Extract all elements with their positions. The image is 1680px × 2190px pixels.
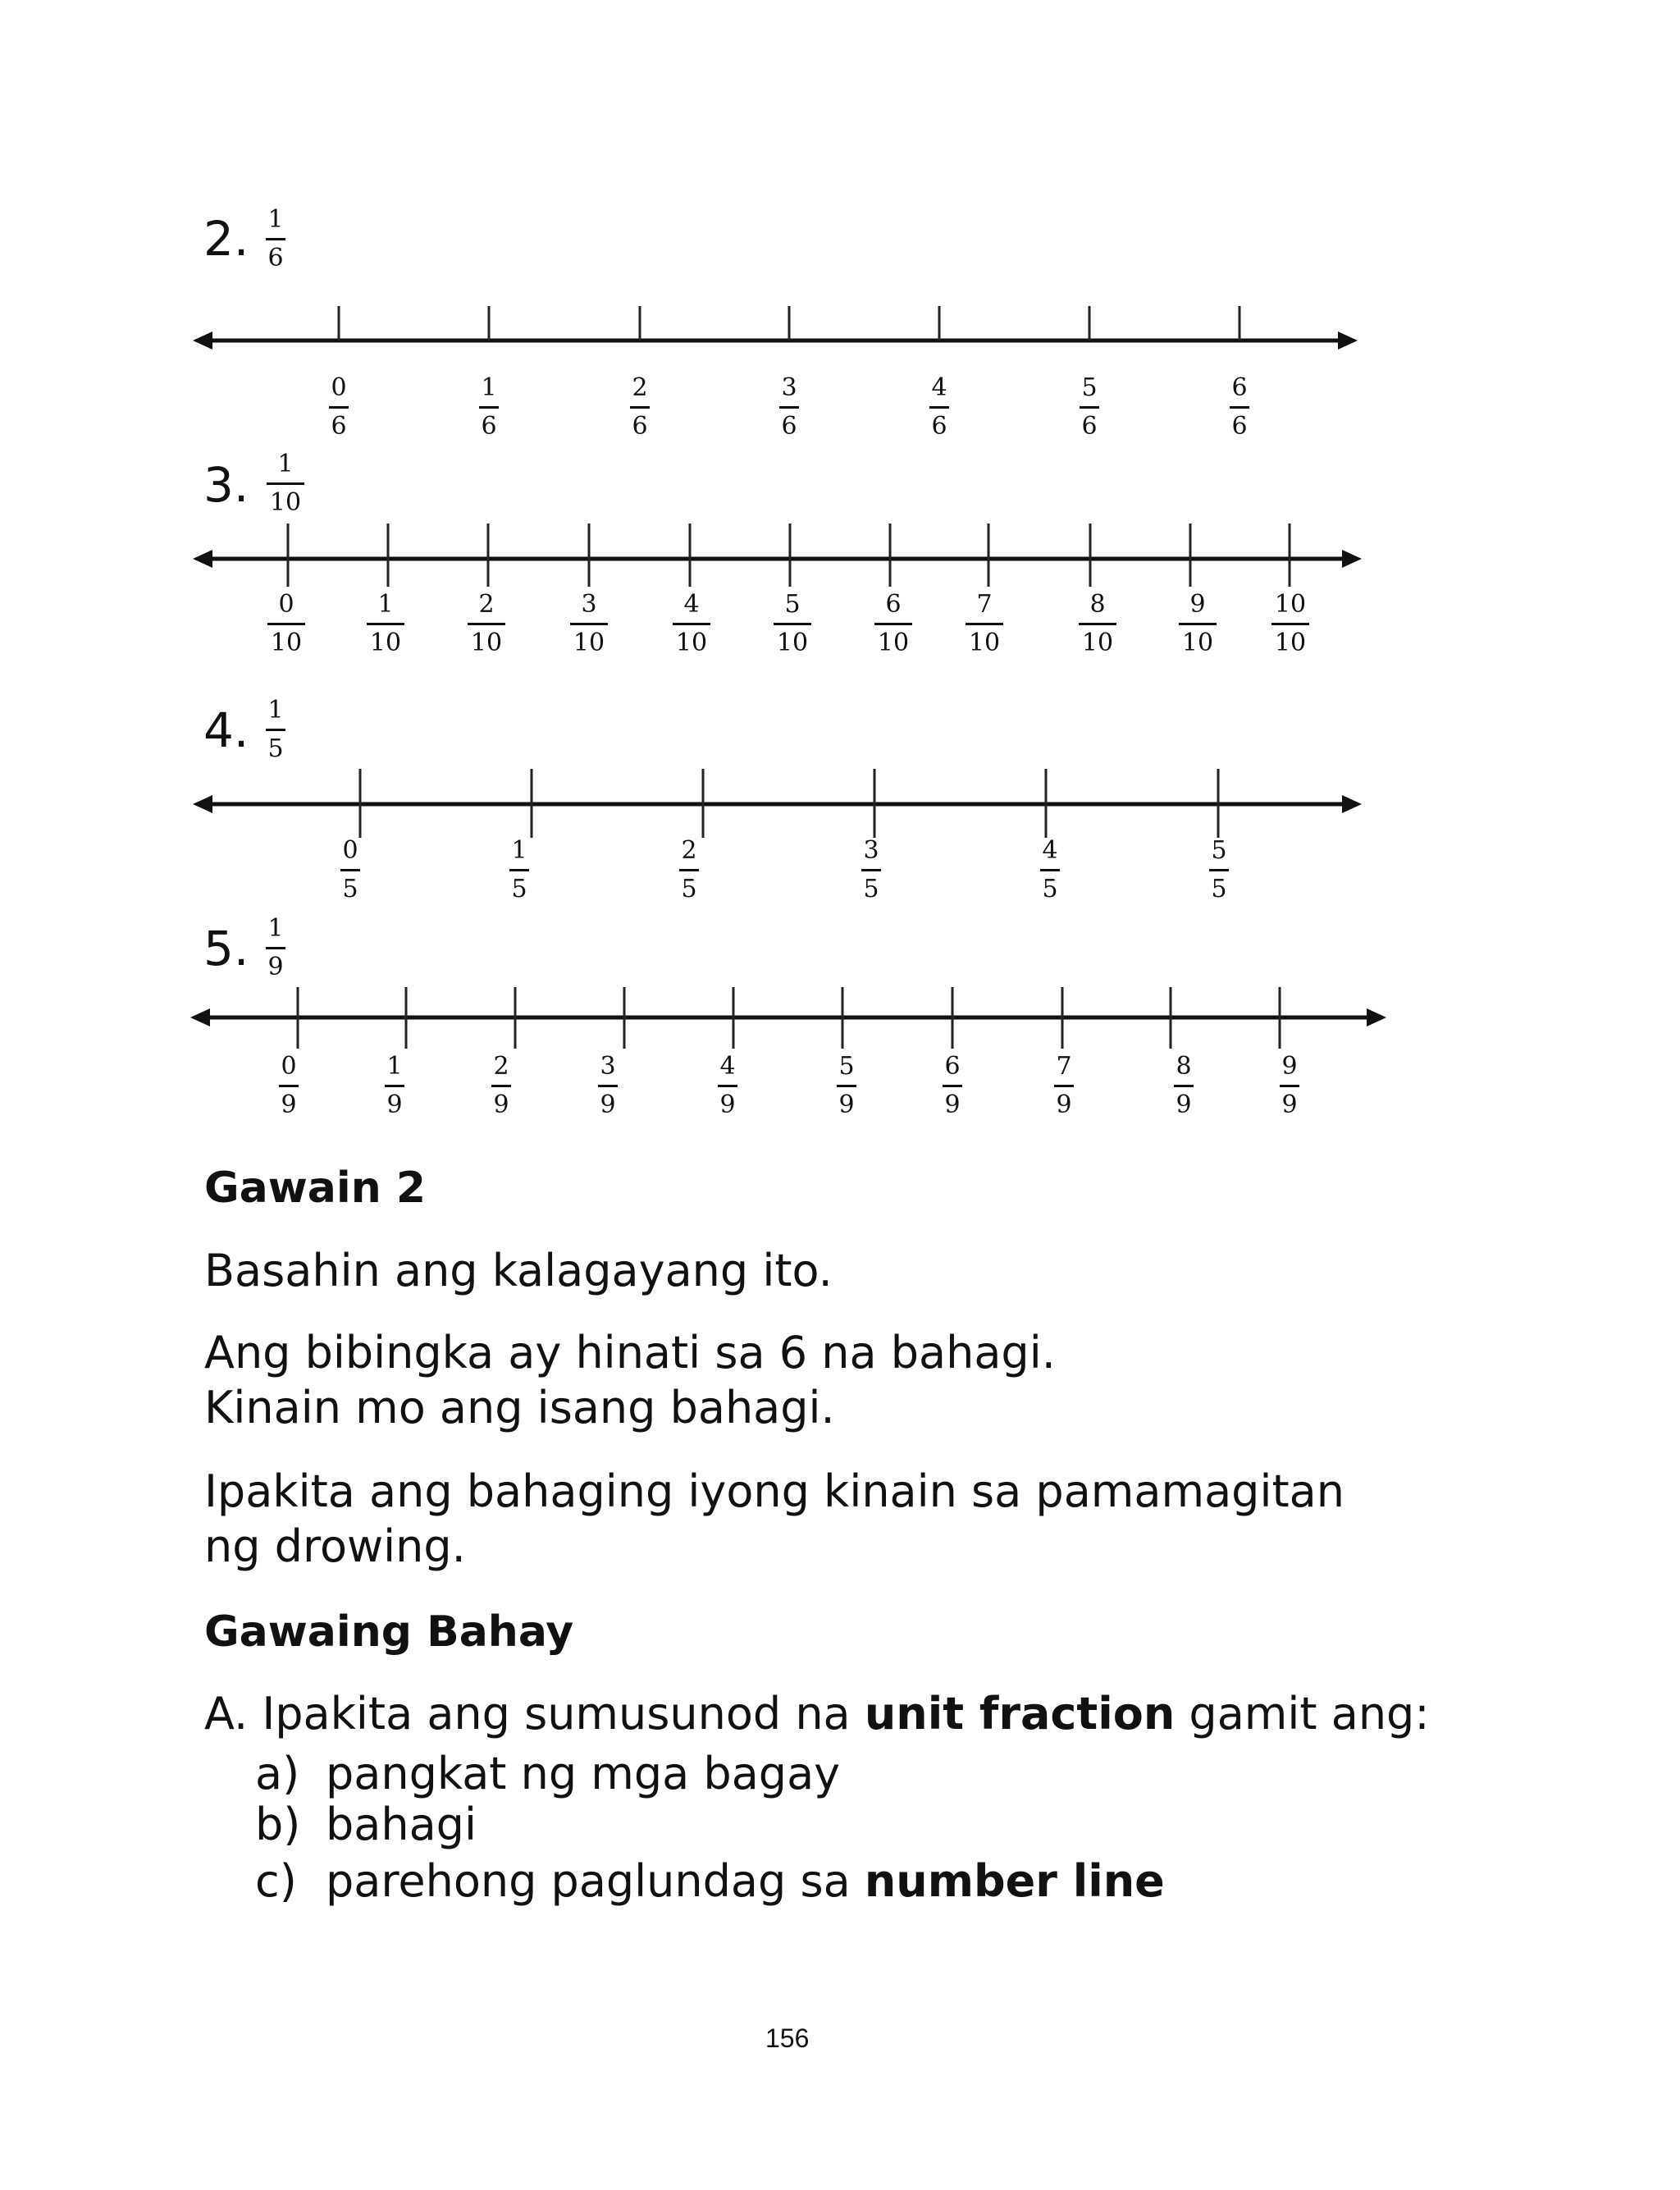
instruction-suffix: gamit ang: <box>1175 1688 1430 1740</box>
fraction-bar <box>468 623 505 625</box>
numerator: 5 <box>784 590 801 619</box>
numerator: 4 <box>1042 836 1058 865</box>
tick-label <box>385 1054 404 1118</box>
numerator: 4 <box>719 1052 736 1081</box>
denominator: 10 <box>1081 629 1114 657</box>
fraction-bar <box>1079 623 1116 625</box>
fraction-bar <box>1271 623 1309 625</box>
fraction-bar <box>385 1085 404 1087</box>
fraction-bar <box>267 482 304 485</box>
numerator: 5 <box>1081 373 1098 402</box>
numerator: 10 <box>1274 590 1307 619</box>
item-label: 5. <box>203 921 249 976</box>
fraction-bar <box>479 406 499 409</box>
tick-label <box>673 592 710 656</box>
instruction-bold: unit fraction <box>864 1688 1176 1740</box>
denominator: 9 <box>944 1090 961 1119</box>
list-item-text: bahagi <box>326 1799 477 1850</box>
gawain2-line5: ng drowing. <box>204 1520 466 1572</box>
gawain2-line1: Basahin ang kalagayang ito. <box>204 1245 833 1296</box>
fraction-bar <box>491 1085 511 1087</box>
denominator: 6 <box>632 412 648 441</box>
list-item-text: parehong paglundag sa <box>326 1855 865 1907</box>
tick-label <box>340 836 360 903</box>
denominator: 9 <box>386 1090 403 1119</box>
denominator: 10 <box>269 488 302 517</box>
item-label: 4. <box>203 702 249 758</box>
denominator: 10 <box>675 629 708 657</box>
fraction-bar <box>837 1085 856 1087</box>
list-item-b <box>255 1799 477 1850</box>
fraction-bar <box>1040 869 1060 871</box>
fraction-bar <box>598 1085 618 1087</box>
denominator: 6 <box>781 412 797 441</box>
numerator: 1 <box>386 1052 403 1081</box>
fraction-bar <box>1174 1085 1194 1087</box>
denominator: 6 <box>931 412 947 441</box>
numerator: 2 <box>632 373 648 402</box>
fraction-bar <box>1280 1085 1299 1087</box>
fraction-bar <box>943 1085 962 1087</box>
fraction-bar <box>570 623 608 625</box>
gawaing-bahay-instruction <box>204 1686 1430 1741</box>
gawain2-paragraph-2 <box>204 1325 1056 1435</box>
list-item-label: a) <box>255 1748 300 1799</box>
numerator: 0 <box>331 373 347 402</box>
denominator: 9 <box>1056 1090 1072 1119</box>
numerator: 3 <box>581 590 597 619</box>
list-item-bold: number line <box>864 1855 1165 1907</box>
fraction-bar <box>929 406 949 409</box>
fraction-bar <box>340 869 360 871</box>
denominator: 6 <box>481 412 497 441</box>
fraction-bar <box>266 729 285 731</box>
denominator: 6 <box>1231 412 1248 441</box>
numerator: 4 <box>683 590 700 619</box>
tick-label <box>679 836 699 903</box>
list-item-a <box>255 1748 841 1799</box>
denominator: 10 <box>573 629 605 657</box>
numerator: 0 <box>278 590 294 619</box>
fraction-bar <box>1209 869 1229 871</box>
gawain2-line3: Kinain mo ang isang bahagi. <box>204 1382 835 1433</box>
numerator: 1 <box>267 205 284 234</box>
tick-label <box>267 592 305 656</box>
numerator: 0 <box>281 1052 297 1081</box>
numerator: 3 <box>600 1052 616 1081</box>
gawain2-heading: Gawain 2 <box>204 1164 427 1213</box>
gawain2-line4: Ipakita ang bahaging iyong kinain sa pamamagitan <box>204 1465 1344 1517</box>
fraction-bar <box>509 869 529 871</box>
fraction-bar <box>779 406 799 409</box>
denominator: 5 <box>511 875 527 903</box>
denominator: 10 <box>270 629 303 657</box>
denominator: 6 <box>1081 412 1098 441</box>
tick-label <box>874 592 912 656</box>
tick-label <box>1080 373 1099 441</box>
denominator: 10 <box>369 629 402 657</box>
numerator: 1 <box>377 590 394 619</box>
unit-fraction <box>266 205 285 272</box>
tick-label <box>509 836 529 903</box>
tick-label <box>1280 1054 1299 1118</box>
unit-fraction <box>267 452 304 515</box>
tick-label <box>929 373 949 441</box>
tick-label <box>1230 373 1249 441</box>
right-arrow-icon <box>1342 795 1362 813</box>
denominator: 5 <box>863 875 879 903</box>
list-item-text: pangkat ng mga bagay <box>326 1748 841 1799</box>
numerator: 8 <box>1089 590 1106 619</box>
denominator: 9 <box>1176 1090 1192 1119</box>
tick-label <box>779 373 799 441</box>
unit-fraction <box>266 914 285 981</box>
fraction-bar <box>774 623 811 625</box>
tick-label <box>367 592 404 656</box>
fraction-bar <box>1230 406 1249 409</box>
fraction-bar <box>279 1085 299 1087</box>
numerator: 1 <box>267 696 284 725</box>
tick-label <box>1174 1054 1194 1118</box>
right-arrow-icon <box>1338 331 1358 350</box>
denominator: 5 <box>1211 875 1227 903</box>
tick-label <box>1209 836 1229 903</box>
list-item-label: c) <box>255 1855 297 1907</box>
denominator: 9 <box>838 1090 855 1119</box>
fraction-bar <box>966 623 1003 625</box>
denominator: 5 <box>267 734 284 763</box>
list-item-label: b) <box>255 1799 301 1850</box>
tick-label <box>837 1054 856 1118</box>
denominator: 10 <box>470 629 503 657</box>
denominator: 9 <box>267 953 284 981</box>
tick-label <box>1179 592 1217 656</box>
item-label: 2. <box>203 211 249 267</box>
tick-label <box>774 592 811 656</box>
tick-label <box>479 373 499 441</box>
numerator: 1 <box>481 373 497 402</box>
numerator: 5 <box>838 1052 855 1081</box>
fraction-bar <box>630 406 650 409</box>
tick-label <box>570 592 608 656</box>
fraction-bar <box>329 406 349 409</box>
tick-label <box>966 592 1003 656</box>
numerator: 3 <box>863 836 879 865</box>
left-arrow-icon <box>193 331 212 350</box>
tick-label <box>279 1054 299 1118</box>
numerator: 4 <box>931 373 947 402</box>
numerator: 6 <box>885 590 902 619</box>
numerator: 1 <box>511 836 527 865</box>
gawain2-line2: Ang bibingka ay hinati sa 6 na bahagi. <box>204 1327 1056 1378</box>
fraction-bar <box>718 1085 737 1087</box>
numerator: 1 <box>267 914 284 943</box>
denominator: 5 <box>342 875 358 903</box>
tick-label <box>329 373 349 441</box>
fraction-bar <box>874 623 912 625</box>
fraction-bar <box>266 238 285 240</box>
fraction-bar <box>367 623 404 625</box>
fraction-bar <box>679 869 699 871</box>
unit-fraction <box>266 698 285 761</box>
numerator: 7 <box>976 590 993 619</box>
right-arrow-icon <box>1367 1008 1386 1026</box>
list-item-c <box>255 1855 1165 1907</box>
numerator: 9 <box>1189 590 1206 619</box>
numerator: 2 <box>478 590 495 619</box>
numerator: 7 <box>1056 1052 1072 1081</box>
tick-label <box>1079 592 1116 656</box>
left-arrow-icon <box>190 1008 210 1026</box>
denominator: 5 <box>1042 875 1058 903</box>
numerator: 0 <box>342 836 358 865</box>
fraction-bar <box>673 623 710 625</box>
fraction-bar <box>267 623 305 625</box>
numerator: 8 <box>1176 1052 1192 1081</box>
denominator: 9 <box>281 1090 297 1119</box>
numerator: 3 <box>781 373 797 402</box>
numerator: 6 <box>1231 373 1248 402</box>
tick-label <box>861 836 881 903</box>
tick-label <box>1040 836 1060 903</box>
denominator: 10 <box>1181 629 1214 657</box>
page-number: 156 <box>765 2023 810 2053</box>
denominator: 6 <box>267 244 284 272</box>
fraction-bar <box>266 947 285 949</box>
numerator: 5 <box>1211 836 1227 865</box>
denominator: 9 <box>493 1090 509 1119</box>
denominator: 10 <box>968 629 1001 657</box>
tick-label <box>468 592 505 656</box>
left-arrow-icon <box>193 795 212 813</box>
denominator: 9 <box>1281 1090 1298 1119</box>
item-label: 3. <box>203 457 249 513</box>
gawain2-paragraph-3 <box>204 1464 1344 1574</box>
tick-label <box>598 1054 618 1118</box>
denominator: 10 <box>776 629 809 657</box>
denominator: 5 <box>681 875 697 903</box>
tick-label <box>718 1054 737 1118</box>
denominator: 9 <box>719 1090 736 1119</box>
numerator: 2 <box>681 836 697 865</box>
tick-label <box>491 1054 511 1118</box>
right-arrow-icon <box>1342 550 1362 568</box>
denominator: 6 <box>331 412 347 441</box>
fraction-bar <box>861 869 881 871</box>
denominator: 10 <box>877 629 910 657</box>
numerator: 9 <box>1281 1052 1298 1081</box>
tick-label <box>943 1054 962 1118</box>
fraction-bar <box>1080 406 1099 409</box>
fraction-bar <box>1054 1085 1074 1087</box>
left-arrow-icon <box>193 550 212 568</box>
numerator: 2 <box>493 1052 509 1081</box>
gawaing-bahay-heading: Gawaing Bahay <box>204 1607 574 1657</box>
instruction-prefix: A. Ipakita ang sumusunod na <box>204 1688 865 1740</box>
numerator: 6 <box>944 1052 961 1081</box>
denominator: 9 <box>600 1090 616 1119</box>
numerator: 1 <box>277 450 294 478</box>
fraction-bar <box>1179 623 1217 625</box>
tick-label <box>630 373 650 441</box>
tick-label <box>1271 592 1309 656</box>
tick-label <box>1054 1054 1074 1118</box>
denominator: 10 <box>1274 629 1307 657</box>
